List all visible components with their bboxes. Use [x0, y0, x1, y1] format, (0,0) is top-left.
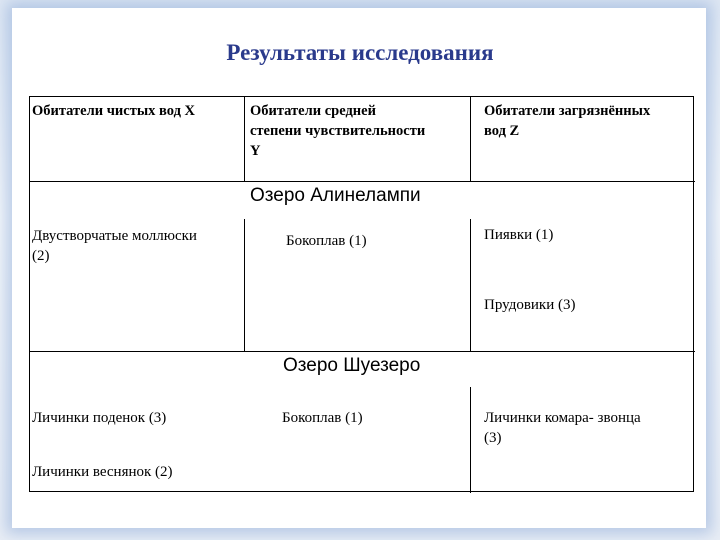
results-table [29, 96, 694, 492]
lake2-medium-species: Бокоплав (1) [282, 410, 363, 426]
column-divider-2c [470, 387, 471, 493]
lake-name-alinelampi: Озеро Алинелампи [250, 185, 421, 206]
column-divider-2 [470, 97, 471, 181]
row-divider-lake1 [30, 351, 695, 352]
lake2-clean-species-2: Личинки веснянок (2) [32, 464, 173, 480]
header-medium-sensitivity: Обитатели средней степени чувствительности Y [250, 103, 426, 159]
lake1-polluted-species-2: Прудовики (3) [484, 297, 576, 313]
slide-title: Результаты исследования [226, 40, 494, 65]
lake2-polluted-species: Личинки комара- звонца (3) [484, 410, 641, 446]
row-divider-header [30, 181, 695, 182]
column-divider-1b [244, 219, 245, 351]
lake-name-shuezero: Озеро Шуезеро [283, 355, 421, 376]
lake1-medium-species: Бокоплав (1) [286, 233, 367, 249]
column-divider-2b [470, 219, 471, 351]
header-clean-water: Обитатели чистых вод X [32, 103, 196, 119]
lake2-clean-species-1: Личинки поденок (3) [32, 410, 167, 426]
lake1-polluted-species-1: Пиявки (1) [484, 227, 554, 243]
header-polluted-water: Обитатели загрязнённых вод Z [484, 103, 651, 139]
column-divider-1 [244, 97, 245, 181]
lake1-clean-species: Двустворчатые моллюски (2) [32, 228, 197, 264]
